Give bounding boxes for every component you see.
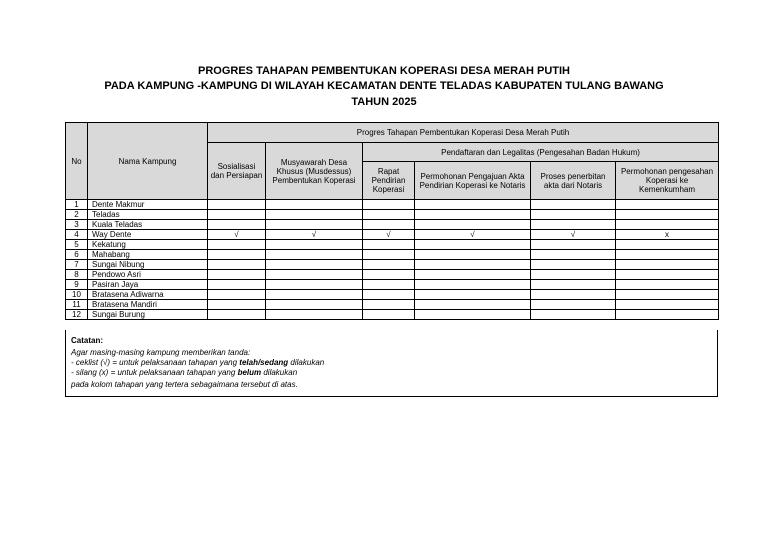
header-no: No: [66, 123, 88, 200]
mark-sosialisasi: [208, 210, 266, 220]
mark-permohonan-pengesahan: [616, 250, 719, 260]
row-number: 3: [66, 220, 88, 230]
mark-permohonan-akta: √: [415, 230, 531, 240]
notes-cross-legend: - silang (x) = untuk pelaksanaan tahapan yang belum dilakukan: [71, 368, 298, 377]
mark-rapat: [363, 250, 415, 260]
notes-outro: pada kolom tahapan yang tertera sebagaimana tersebut di atas.: [71, 380, 298, 389]
mark-musyawarah: [266, 280, 363, 290]
mark-permohonan-pengesahan: [616, 210, 719, 220]
mark-musyawarah: [266, 310, 363, 320]
mark-musyawarah: [266, 200, 363, 210]
row-number: 1: [66, 200, 88, 210]
table-row: [66, 200, 719, 210]
row-kampung-name: Kekatung: [88, 240, 208, 250]
header-pendaftaran: Pendaftaran dan Legalitas (Pengesahan Badan Hukum): [363, 143, 719, 162]
header-permohonan-akta: Permohonan Pengajuan Akta Pendirian Koperasi ke Notaris: [415, 162, 531, 200]
table-row: [66, 230, 719, 240]
mark-permohonan-pengesahan: [616, 270, 719, 280]
document-subtitle: PADA KAMPUNG -KAMPUNG DI WILAYAH KECAMATAN DENTE TELADAS KABUPATEN TULANG BAWANG: [104, 80, 664, 92]
mark-rapat: [363, 310, 415, 320]
mark-rapat: [363, 210, 415, 220]
mark-rapat: [363, 290, 415, 300]
header-rapat: Rapat Pendirian Koperasi: [363, 162, 415, 200]
mark-proses-penerbitan: [531, 310, 616, 320]
mark-permohonan-pengesahan: x: [616, 230, 719, 240]
mark-musyawarah: [266, 220, 363, 230]
mark-musyawarah: [266, 260, 363, 270]
mark-permohonan-akta: [415, 260, 531, 270]
mark-sosialisasi: [208, 290, 266, 300]
mark-rapat: [363, 300, 415, 310]
header-proses-penerbitan: Proses penerbitan akta dari Notaris: [531, 162, 616, 200]
mark-permohonan-pengesahan: [616, 280, 719, 290]
notes-box: [65, 330, 718, 397]
header-permohonan-pengesahan: Permohonan pengesahan Koperasi ke Kemenkumham: [616, 162, 719, 200]
mark-permohonan-akta: [415, 270, 531, 280]
mark-permohonan-akta: [415, 310, 531, 320]
header-progres: Progres Tahapan Pembentukan Koperasi Desa Merah Putih: [208, 123, 719, 143]
mark-proses-penerbitan: [531, 290, 616, 300]
mark-rapat: [363, 240, 415, 250]
table-row: [66, 270, 719, 280]
mark-proses-penerbitan: √: [531, 230, 616, 240]
mark-proses-penerbitan: [531, 210, 616, 220]
mark-sosialisasi: √: [208, 230, 266, 240]
mark-rapat: [363, 200, 415, 210]
table-row: [66, 290, 719, 300]
row-kampung-name: Pasiran Jaya: [88, 280, 208, 290]
mark-proses-penerbitan: [531, 270, 616, 280]
mark-permohonan-pengesahan: [616, 200, 719, 210]
row-number: 7: [66, 260, 88, 270]
notes-heading: Catatan:: [71, 336, 104, 345]
mark-musyawarah: [266, 300, 363, 310]
mark-permohonan-akta: [415, 300, 531, 310]
mark-sosialisasi: [208, 310, 266, 320]
notes-check-legend: - ceklist (√) = untuk pelaksanaan tahapan yang telah/sedang dilakukan: [71, 358, 325, 367]
mark-rapat: [363, 220, 415, 230]
mark-permohonan-akta: [415, 290, 531, 300]
mark-proses-penerbitan: [531, 200, 616, 210]
mark-sosialisasi: [208, 280, 266, 290]
table-row: [66, 300, 719, 310]
document-title: PROGRES TAHAPAN PEMBENTUKAN KOPERASI DESA MERAH PUTIH: [198, 65, 570, 77]
mark-permohonan-pengesahan: [616, 220, 719, 230]
mark-proses-penerbitan: [531, 220, 616, 230]
mark-permohonan-pengesahan: [616, 290, 719, 300]
mark-sosialisasi: [208, 220, 266, 230]
row-number: 5: [66, 240, 88, 250]
row-kampung-name: Bratasena Mandiri: [88, 300, 208, 310]
row-kampung-name: Kuala Teladas: [88, 220, 208, 230]
mark-permohonan-akta: [415, 210, 531, 220]
row-kampung-name: Sungai Nibung: [88, 260, 208, 270]
row-number: 6: [66, 250, 88, 260]
mark-proses-penerbitan: [531, 260, 616, 270]
row-number: 9: [66, 280, 88, 290]
mark-rapat: [363, 280, 415, 290]
row-kampung-name: Sungai Burung: [88, 310, 208, 320]
row-number: 11: [66, 300, 88, 310]
row-kampung-name: Dente Makmur: [88, 200, 208, 210]
notes-intro: Agar masing-masing kampung memberikan tanda:: [71, 348, 251, 357]
mark-permohonan-pengesahan: [616, 310, 719, 320]
header-sosialisasi: Sosialisasi dan Persiapan: [208, 143, 266, 200]
header-musyawarah: Musyawarah Desa Khusus (Musdessus) Pembentukan Koperasi: [266, 143, 363, 200]
document-year: TAHUN 2025: [351, 96, 417, 108]
table-row: [66, 220, 719, 230]
row-kampung-name: Way Dente: [88, 230, 208, 240]
table-row: [66, 310, 719, 320]
mark-sosialisasi: [208, 270, 266, 280]
mark-proses-penerbitan: [531, 280, 616, 290]
mark-permohonan-pengesahan: [616, 240, 719, 250]
mark-proses-penerbitan: [531, 240, 616, 250]
mark-permohonan-akta: [415, 220, 531, 230]
mark-sosialisasi: [208, 300, 266, 310]
mark-musyawarah: [266, 270, 363, 280]
row-number: 12: [66, 310, 88, 320]
mark-sosialisasi: [208, 250, 266, 260]
row-kampung-name: Mahabang: [88, 250, 208, 260]
mark-sosialisasi: [208, 200, 266, 210]
mark-proses-penerbitan: [531, 300, 616, 310]
mark-permohonan-pengesahan: [616, 260, 719, 270]
mark-rapat: [363, 260, 415, 270]
mark-rapat: √: [363, 230, 415, 240]
row-kampung-name: Teladas: [88, 210, 208, 220]
mark-musyawarah: [266, 290, 363, 300]
mark-musyawarah: [266, 210, 363, 220]
table-row: [66, 210, 719, 220]
mark-permohonan-akta: [415, 200, 531, 210]
row-number: 4: [66, 230, 88, 240]
mark-rapat: [363, 270, 415, 280]
row-kampung-name: Bratasena Adiwarna: [88, 290, 208, 300]
mark-musyawarah: √: [266, 230, 363, 240]
table-row: [66, 250, 719, 260]
row-number: 2: [66, 210, 88, 220]
mark-permohonan-akta: [415, 280, 531, 290]
mark-musyawarah: [266, 240, 363, 250]
mark-permohonan-akta: [415, 250, 531, 260]
row-number: 8: [66, 270, 88, 280]
row-number: 10: [66, 290, 88, 300]
table-row: [66, 280, 719, 290]
mark-proses-penerbitan: [531, 250, 616, 260]
mark-musyawarah: [266, 250, 363, 260]
mark-permohonan-pengesahan: [616, 300, 719, 310]
header-nama-kampung: Nama Kampung: [88, 123, 208, 200]
mark-sosialisasi: [208, 260, 266, 270]
table-row: [66, 260, 719, 270]
row-kampung-name: Pendowo Asri: [88, 270, 208, 280]
progress-table: [65, 122, 719, 320]
mark-sosialisasi: [208, 240, 266, 250]
mark-permohonan-akta: [415, 240, 531, 250]
table-row: [66, 240, 719, 250]
